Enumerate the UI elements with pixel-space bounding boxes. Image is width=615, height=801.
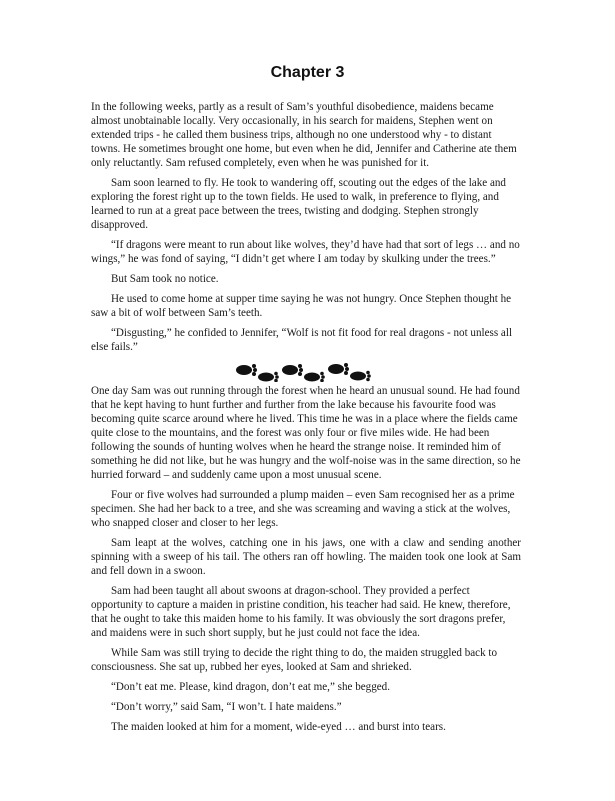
paragraph-4: But Sam took no notice.: [111, 273, 219, 285]
paragraph-7: One day Sam was out running through the forest when he heard an unusual sound. He had found that he kept having to hunt further and further from the lake because his favourite food was becoming quite scarce around where he lived. This time he was in a place where the fields came quite close to the mountains, and the forest was only four or five miles wide. He had been following the sounds of hunting wolves when he heard the strange noise. It reminded him of something he did not like, but he was hungry and the wolf-noise was in the same direction, so he hurried forward – and suddenly came upon a most unusual scene.: [91, 385, 521, 481]
chapter-body: [91, 100, 521, 740]
chapter-title: Chapter 3: [270, 64, 345, 81]
paragraph-5: He used to come home at supper time saying he was not hungry. Once Stephen thought he saw a bit of wolf between Sam’s teeth.: [91, 293, 512, 319]
dragon-footprints-icon: [233, 360, 378, 382]
paragraph-2: Sam soon learned to fly. He took to wandering off, scouting out the edges of the lake and exploring the forest right up to the town fields. He used to walk, in preference to flying, and learned to run at a great pace between the trees, twisting and dodging. Stephen strongly disapproved.: [91, 177, 506, 231]
paragraph-8: Four or five wolves had surrounded a plump maiden – even Sam recognised her as a prime specimen. She had her back to a tree, and she was screaming and waving a stick at the wolves, who snapped closer and closer to her legs.: [91, 489, 515, 529]
paragraph-14: The maiden looked at him for a moment, wide-eyed … and burst into tears.: [111, 721, 446, 733]
paragraph-10: Sam had been taught all about swoons at dragon-school. They provided a perfect opportunity to capture a maiden in pristine condition, his teacher had said. He knew, therefore, that he ought to take this maiden home to his family. It was obviously the sort dragons prefer, and maidens were in such short supply, but he just could not face the idea.: [91, 585, 511, 639]
paragraph-9: Sam leapt at the wolves, catching one in his jaws, one with a claw and sending another spinning with a sweep of his tail. The others ran off howling. The maiden took one look at Sam and fell down in a swoon.: [91, 537, 521, 577]
paragraph-1: In the following weeks, partly as a result of Sam’s youthful disobedience, maidens became almost unobtainable locally. Very occasionally, in his search for maidens, Stephen went on extended trips - he called them business trips, although no one understood why - to distant towns. He sometimes brought one home, but even when he did, Jennifer and Catherine ate them only reluctantly. Sam refused completely, even when he was punished for it.: [91, 101, 517, 169]
paragraph-13: “Don’t worry,” said Sam, “I won’t. I hate maidens.”: [111, 701, 342, 713]
paragraph-11: While Sam was still trying to decide the right thing to do, the maiden struggled back to consciousness. She sat up, rubbed her eyes, looked at Sam and shrieked.: [91, 647, 498, 673]
paragraph-12: “Don’t eat me. Please, kind dragon, don’t eat me,” she begged.: [111, 681, 391, 693]
paragraph-3: “If dragons were meant to run about like wolves, they’d have had that sort of legs … and no wings,” he was fond of saying, “I didn’t get where I am today by skulking under the trees.”: [91, 239, 520, 265]
section-divider: [91, 360, 521, 382]
paragraph-6: “Disgusting,” he confided to Jennifer, “Wolf is not fit food for real dragons - not unless all else fails.”: [91, 327, 513, 353]
